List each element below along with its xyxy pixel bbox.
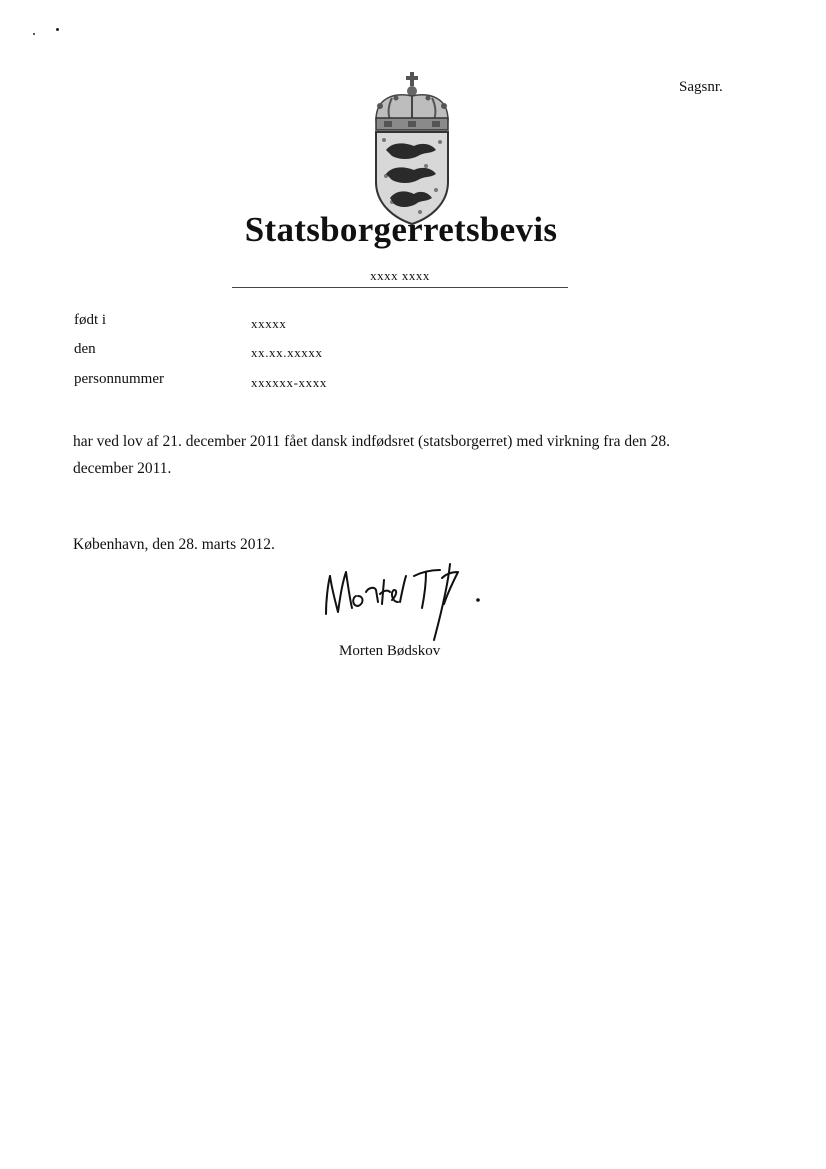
scan-speck: [56, 28, 59, 31]
holder-name: xxxx xxxx: [370, 268, 430, 283]
coat-of-arms-icon: [370, 70, 454, 226]
birthdate-value: xx.xx.xxxxx: [251, 345, 323, 360]
birthdate-label: den: [74, 341, 96, 357]
place-date: København, den 28. marts 2012.: [73, 536, 275, 553]
name-underline: [232, 287, 568, 288]
personal-number-label: personnummer: [74, 371, 164, 387]
birthplace-label: født i: [74, 312, 107, 328]
signer-name: Morten Bødskov: [339, 643, 441, 659]
personal-number-value: xxxxxx-xxxx: [251, 375, 327, 390]
statement-text: har ved lov af 21. december 2011 fået dansk indfødsret (statsborgerret) med virkning fra den 28. december 2011.: [73, 433, 670, 477]
scan-speck: [33, 33, 35, 35]
birthplace-value: xxxxx: [251, 316, 287, 331]
document-title: Statsborgerretsbevis: [244, 210, 558, 249]
case-number-label: Sagsnr.: [679, 79, 723, 95]
handwritten-signature-icon: [318, 556, 488, 646]
